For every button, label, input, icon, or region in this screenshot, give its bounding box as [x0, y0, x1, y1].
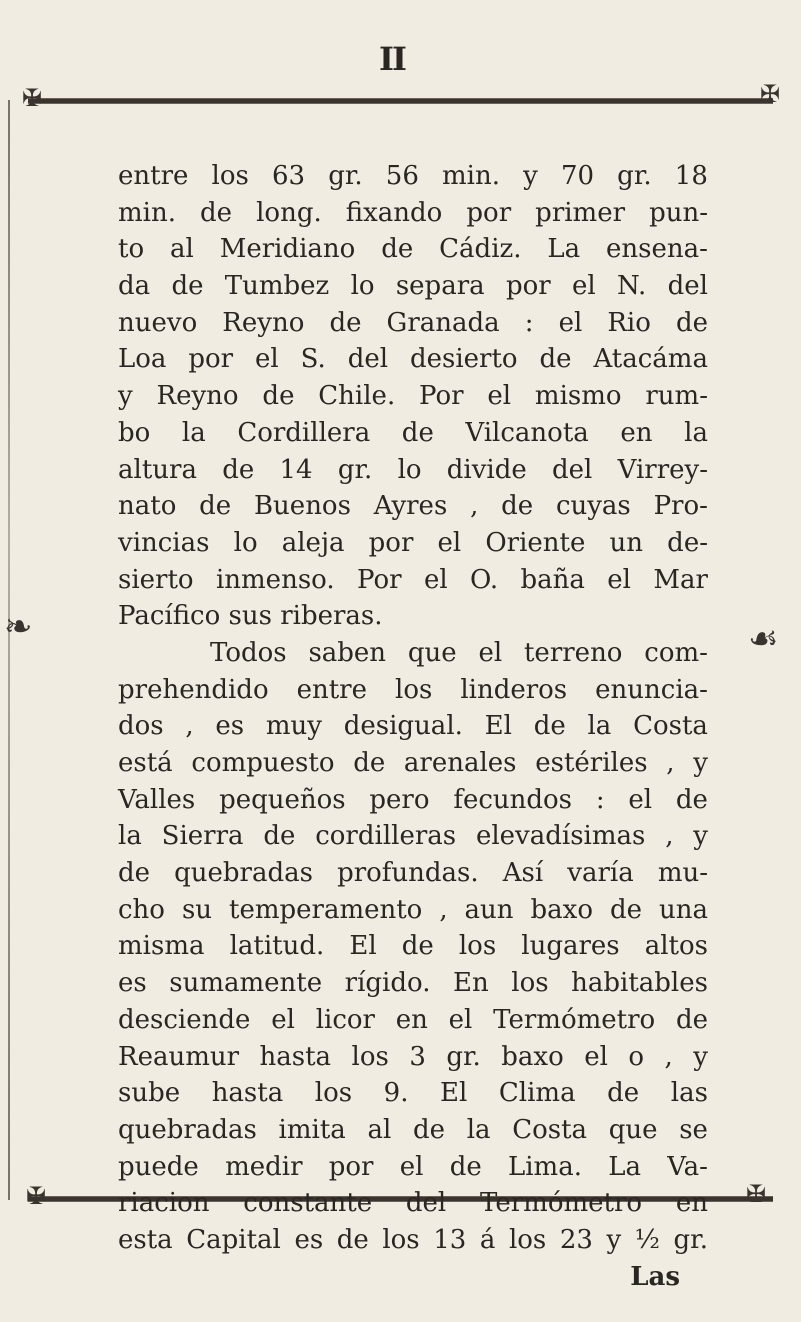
- text-line: cho su temperamento , aun baxo de una: [118, 894, 708, 925]
- side-ornament-icon: ☙: [748, 619, 779, 659]
- text-line: esta Capital es de los 13 á los 23 y ½ gr.: [118, 1224, 708, 1255]
- text-line: prehendido entre los linderos enuncia-: [118, 674, 708, 705]
- text-line: está compuesto de arenales estériles , y: [118, 748, 708, 778]
- text-line: quebradas imita al de la Costa que se: [118, 1114, 708, 1145]
- paragraph-start-line: Todos saben que el terreno com-: [210, 637, 708, 668]
- text-line: es sumamente rígido. En los habitables: [118, 968, 708, 999]
- corner-ornament-icon: ✠: [26, 1182, 47, 1210]
- text-line: sube hasta los 9. El Clima de las: [118, 1078, 708, 1109]
- text-line: desciende el licor en el Termómetro de: [118, 1004, 708, 1035]
- text-line: da de Tumbez lo separa por el N. del: [118, 271, 708, 302]
- top-rule: [28, 98, 773, 104]
- corner-ornament-icon: ✠: [22, 84, 43, 112]
- text-line: y Reyno de Chile. Por el mismo rum-: [118, 381, 708, 412]
- text-line: nuevo Reyno de Granada : el Rio de: [118, 307, 708, 338]
- body-text: [118, 158, 708, 1295]
- text-line: misma latitud. El de los lugares altos: [118, 931, 708, 962]
- text-line: to al Meridiano de Cádiz. La ensena-: [118, 234, 708, 265]
- text-line: dos , es muy desigual. El de la Costa: [118, 711, 708, 742]
- text-line: Loa por el S. del desierto de Atacáma: [118, 344, 708, 375]
- text-line: puede medir por el de Lima. La Va-: [118, 1151, 708, 1182]
- text-line: bo la Cordillera de Vilcanota en la: [118, 417, 708, 448]
- side-ornament-icon: ❧: [4, 607, 33, 647]
- text-line: la Sierra de cordilleras elevadísimas , y: [118, 821, 708, 852]
- left-margin-line: [8, 100, 10, 1200]
- text-line: Reaumur hasta los 3 gr. baxo el o , y: [118, 1041, 708, 1072]
- corner-ornament-icon: ✠: [760, 80, 781, 108]
- text-line: sierto inmenso. Por el O. baña el Mar: [118, 564, 708, 595]
- page-number: II: [379, 40, 405, 78]
- catchword: Las: [630, 1261, 680, 1292]
- text-line: Valles pequeños pero fecundos : el de: [118, 784, 708, 815]
- text-line: riacion constante del Termómetro en: [118, 1188, 708, 1219]
- text-line: nato de Buenos Ayres , de cuyas Pro-: [118, 491, 708, 522]
- text-line: entre los 63 gr. 56 min. y 70 gr. 18: [118, 161, 708, 191]
- text-line: altura de 14 gr. lo divide del Virrey-: [118, 454, 708, 485]
- text-line: Pacífico sus riberas.: [118, 601, 383, 632]
- text-line: vincias lo aleja por el Oriente un de-: [118, 527, 708, 558]
- text-line: min. de long. fixando por primer pun-: [118, 197, 708, 228]
- corner-ornament-icon: ✠: [746, 1180, 767, 1208]
- text-line: de quebradas profundas. Así varía mu-: [118, 858, 708, 889]
